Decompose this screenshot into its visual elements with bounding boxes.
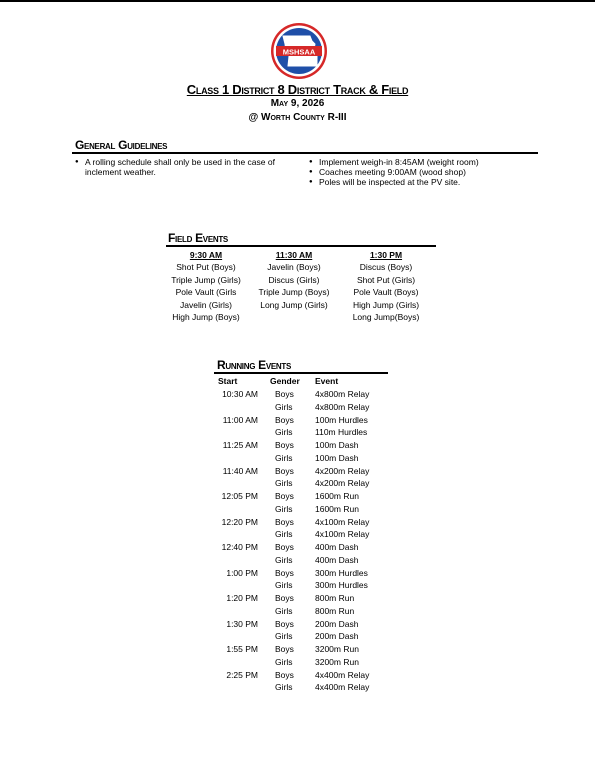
event-cell: 4x100m Relay	[315, 516, 370, 527]
running-events-rule	[214, 372, 388, 374]
gender-cell: Boys	[275, 465, 294, 476]
gender-cell: Boys	[275, 491, 294, 501]
field-event: Long Jump (Girls)	[260, 299, 328, 310]
start-time-cell	[218, 681, 258, 694]
field-event: Shot Put (Girls)	[356, 274, 416, 285]
field-event: Long Jump(Boys)	[352, 312, 420, 322]
running-event-header: Event	[315, 376, 339, 386]
start-time-cell: 12:20 PM	[221, 516, 258, 527]
gender-cell: Boys	[275, 644, 294, 654]
gender-cell: Boys	[275, 567, 294, 578]
running-gender-header: Gender	[270, 376, 300, 386]
start-time-cell: 1:30 PM	[226, 618, 258, 629]
gender-cell: Girls	[275, 401, 293, 412]
field-column-930	[161, 249, 251, 324]
gender-cell: Boys	[275, 593, 294, 603]
guidelines-right-list	[309, 157, 529, 187]
event-cell: 200m Dash	[315, 618, 359, 629]
gender-cell: Boys	[275, 618, 294, 629]
event-cell: 110m Hurdles	[315, 427, 368, 438]
field-event: High Jump (Boys)	[172, 312, 240, 322]
gender-cell: Girls	[275, 554, 293, 565]
event-cell: 200m Dash	[315, 631, 359, 642]
field-event: High Jump (Girls)	[352, 299, 420, 310]
field-event: Pole Vault (Girls	[175, 287, 237, 297]
gender-cell: Boys	[275, 389, 294, 399]
field-event: Triple Jump (Boys)	[258, 287, 330, 297]
event-cell: 4x400m Relay	[315, 669, 370, 680]
gender-cell: Girls	[275, 503, 293, 514]
event-date: May 9, 2026	[270, 98, 325, 109]
event-cell: 400m Dash	[315, 554, 359, 565]
start-time-cell	[218, 605, 258, 618]
start-time-cell	[218, 656, 258, 669]
field-column-130	[341, 249, 431, 324]
start-time-cell: 12:05 PM	[221, 491, 258, 501]
start-time-cell	[218, 528, 258, 541]
running-start-header: Start	[218, 376, 238, 386]
start-time-cell: 10:30 AM	[222, 389, 258, 399]
start-time-cell	[218, 630, 258, 643]
start-time-cell: 1:00 PM	[226, 567, 258, 578]
event-cell: 3200m Run	[315, 644, 359, 654]
field-time-header: 11:30 AM	[275, 250, 313, 260]
guideline-item: ● Coaches meeting 9:00AM (wood shop)	[309, 167, 529, 177]
field-time-header: 9:30 AM	[189, 250, 223, 260]
gender-cell: Girls	[275, 605, 293, 616]
event-cell: 1600m Run	[315, 503, 359, 514]
gender-cell: Girls	[275, 452, 293, 463]
start-time-cell: 1:55 PM	[226, 644, 258, 654]
field-event: Discus (Girls)	[268, 274, 320, 285]
guidelines-heading: General Guidelines	[75, 138, 168, 152]
gender-cell: Boys	[275, 542, 294, 552]
top-border	[0, 0, 595, 2]
field-column-1130	[249, 249, 339, 311]
field-event: Triple Jump (Girls)	[171, 274, 241, 285]
start-time-cell	[218, 401, 258, 414]
event-cell: 400m Dash	[315, 542, 359, 552]
guidelines-left-list	[75, 157, 290, 177]
start-time-cell: 11:25 AM	[222, 440, 258, 450]
gender-cell: Boys	[275, 516, 294, 527]
field-event: Discus (Boys)	[359, 262, 413, 272]
field-events-heading: Field Events	[168, 231, 228, 245]
start-time-cell: 11:00 AM	[222, 414, 258, 425]
start-time-cell	[218, 579, 258, 592]
guidelines-rule	[72, 152, 538, 154]
event-cell: 800m Run	[315, 605, 355, 616]
event-cell: 100m Hurdles	[315, 414, 368, 425]
guideline-item: ● A rolling schedule shall only be used in the case of inclement weather.	[75, 157, 290, 177]
field-time-header: 1:30 PM	[369, 250, 403, 260]
start-time-cell: 12:40 PM	[221, 542, 258, 552]
gender-cell: Girls	[275, 656, 293, 667]
event-cell: 300m Hurdles	[315, 580, 368, 591]
event-cell: 3200m Run	[315, 656, 359, 667]
event-cell: 4x400m Relay	[315, 682, 370, 693]
field-event: Pole Vault (Boys)	[353, 287, 419, 297]
gender-cell: Girls	[275, 580, 293, 591]
event-cell: 4x100m Relay	[315, 529, 370, 540]
event-cell: 1600m Run	[315, 491, 359, 501]
field-event: Shot Put (Boys)	[176, 262, 236, 272]
event-cell: 4x200m Relay	[315, 478, 370, 489]
event-cell: 100m Dash	[315, 452, 359, 463]
event-cell: 800m Run	[315, 593, 355, 603]
gender-cell: Girls	[275, 529, 293, 540]
page-title: Class 1 District 8 District Track & Field	[186, 82, 409, 97]
start-time-cell	[218, 426, 258, 439]
field-event: Javelin (Boys)	[267, 262, 321, 272]
start-time-cell: 2:25 PM	[226, 669, 258, 680]
event-cell: 4x800m Relay	[315, 401, 370, 412]
event-cell: 100m Dash	[315, 440, 359, 450]
gender-cell: Girls	[275, 478, 293, 489]
event-cell: 300m Hurdles	[315, 567, 368, 578]
event-cell: 4x200m Relay	[315, 465, 370, 476]
start-time-cell: 1:20 PM	[226, 593, 258, 603]
gender-cell: Boys	[275, 414, 294, 425]
start-time-cell	[218, 477, 258, 490]
gender-cell: Girls	[275, 682, 293, 693]
field-event: Javelin (Girls)	[180, 299, 232, 310]
mshsaa-logo-icon	[270, 22, 328, 80]
field-events-rule	[166, 245, 436, 247]
gender-cell: Boys	[275, 669, 294, 680]
gender-cell: Girls	[275, 631, 293, 642]
guideline-item: ● Implement weigh-in 8:45AM (weight room)	[309, 157, 529, 167]
gender-cell: Girls	[275, 427, 293, 438]
start-time-cell	[218, 503, 258, 516]
start-time-cell: 11:40 AM	[222, 465, 258, 476]
running-events-heading: Running Events	[217, 358, 292, 372]
event-cell: 4x800m Relay	[315, 389, 370, 399]
event-location: @ Worth County R-III	[248, 112, 347, 123]
gender-cell: Boys	[275, 440, 294, 450]
guideline-item: ● Poles will be inspected at the PV site.	[309, 177, 529, 187]
start-time-cell	[218, 554, 258, 567]
logo-text: MSHSAA	[282, 47, 316, 57]
start-time-cell	[218, 452, 258, 465]
